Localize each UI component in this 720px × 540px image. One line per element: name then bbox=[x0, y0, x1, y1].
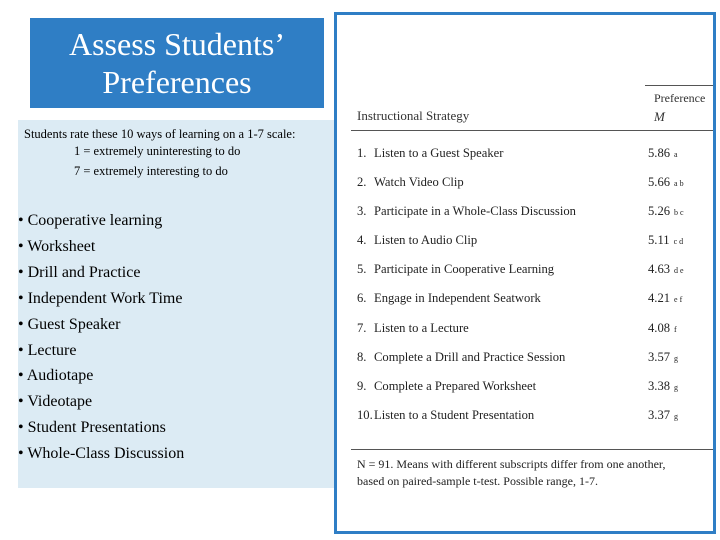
list-item: • Independent Work Time bbox=[18, 289, 183, 307]
scale-low-definition: 1 = extremely uninteresting to do bbox=[74, 144, 241, 158]
strategy-label: Listen to a Guest Speaker bbox=[374, 146, 504, 160]
rating-instructions: Students rate these 10 ways of learning on a 1-7 scale: bbox=[24, 127, 296, 141]
table-note-line-1: N = 91. Means with different subscripts differ from one another, bbox=[357, 457, 666, 471]
row-number: 7. bbox=[357, 321, 367, 335]
slide-title bbox=[30, 18, 324, 108]
mean-value: 3.38 g bbox=[648, 379, 679, 393]
strategy-label: Watch Video Clip bbox=[374, 175, 464, 189]
subscript: d e bbox=[674, 266, 684, 275]
row-number: 9. bbox=[357, 379, 367, 393]
table-note-line-2: based on paired-sample t-test. Possible range, 1-7. bbox=[357, 474, 598, 488]
list-item: • Worksheet bbox=[18, 237, 96, 255]
table-top-rule bbox=[645, 85, 713, 86]
list-item: • Videotape bbox=[18, 393, 93, 411]
list-item: • Drill and Practice bbox=[18, 263, 141, 281]
list-item: • Whole-Class Discussion bbox=[18, 445, 185, 463]
table-row bbox=[337, 321, 713, 341]
strategy-label: Listen to Audio Clip bbox=[374, 233, 478, 247]
table-row bbox=[337, 408, 713, 428]
strategy-label: Participate in a Whole-Class Discussion bbox=[374, 204, 576, 218]
subscript: g bbox=[674, 383, 679, 392]
table-row bbox=[337, 204, 713, 224]
preference-table-image bbox=[334, 12, 716, 534]
strategy-label: Listen to a Lecture bbox=[374, 321, 469, 335]
learning-methods-list bbox=[18, 208, 184, 467]
table-row bbox=[337, 262, 713, 282]
table-row bbox=[337, 350, 713, 370]
subscript: g bbox=[674, 354, 679, 363]
scale-high-definition: 7 = extremely interesting to do bbox=[74, 164, 228, 178]
table-row bbox=[337, 146, 713, 166]
list-item: • Guest Speaker bbox=[18, 315, 121, 333]
slide-title-line-1: Assess Students’ bbox=[68, 26, 285, 62]
subscript: c d bbox=[673, 237, 684, 246]
table-bottom-rule bbox=[351, 449, 713, 450]
row-number: 3. bbox=[357, 204, 367, 218]
list-item: • Cooperative learning bbox=[18, 212, 163, 229]
row-number: 1. bbox=[357, 146, 367, 160]
row-number: 5. bbox=[357, 262, 367, 276]
mean-value: 3.37 g bbox=[648, 408, 679, 422]
list-item: • Lecture bbox=[18, 341, 77, 359]
mean-column-header: M bbox=[654, 109, 665, 124]
table-row bbox=[337, 379, 713, 399]
mean-value: 3.57 g bbox=[648, 350, 679, 364]
row-number: 4. bbox=[357, 233, 367, 247]
mean-value: 4.21 e f bbox=[648, 291, 683, 305]
strategy-column-header: Instructional Strategy bbox=[357, 108, 470, 123]
strategy-label: Complete a Prepared Worksheet bbox=[374, 379, 537, 393]
row-number: 10. bbox=[357, 408, 373, 422]
slide-title-line-2: Preferences bbox=[102, 64, 252, 100]
strategy-label: Complete a Drill and Practice Session bbox=[374, 350, 566, 364]
subscript: f bbox=[674, 325, 677, 334]
strategy-label: Listen to a Student Presentation bbox=[374, 408, 535, 422]
subscript: a b bbox=[674, 179, 684, 188]
subscript: a bbox=[674, 150, 678, 159]
row-number: 8. bbox=[357, 350, 367, 364]
subscript: b c bbox=[674, 208, 684, 217]
header-rule bbox=[351, 130, 713, 131]
table-note bbox=[357, 456, 665, 490]
table-row bbox=[337, 233, 713, 253]
strategy-label: Participate in Cooperative Learning bbox=[374, 262, 555, 276]
row-number: 6. bbox=[357, 291, 367, 305]
table-row bbox=[337, 175, 713, 195]
row-number: 2. bbox=[357, 175, 367, 189]
subscript: e f bbox=[674, 295, 683, 304]
mean-value: 4.63 d e bbox=[648, 262, 684, 276]
mean-value: 5.66 a b bbox=[648, 175, 684, 189]
subscript: g bbox=[674, 412, 679, 421]
preference-column-header: Preference bbox=[654, 91, 706, 105]
list-item: • Student Presentations bbox=[18, 419, 166, 437]
preferences-panel bbox=[18, 120, 334, 488]
mean-value: 5.26 b c bbox=[648, 204, 684, 218]
list-item: • Audiotape bbox=[18, 367, 94, 385]
mean-value: 5.11 c d bbox=[648, 233, 684, 247]
mean-value: 4.08 f bbox=[648, 321, 677, 335]
mean-value: 5.86 a bbox=[648, 146, 678, 160]
strategy-label: Engage in Independent Seatwork bbox=[374, 291, 541, 305]
table-row bbox=[337, 291, 713, 311]
